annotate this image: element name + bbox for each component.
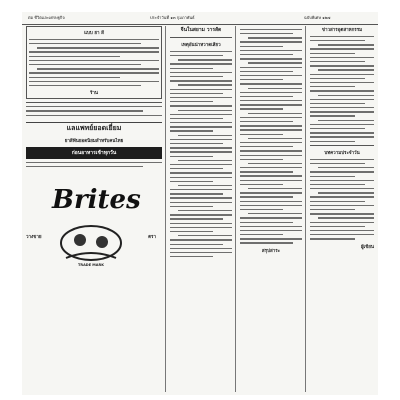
notice-title: แบบ ยา สี <box>84 31 104 36</box>
column-2 <box>170 26 232 395</box>
notice-box <box>26 26 162 99</box>
column2-heading: จีนในสยาม วารสัด <box>180 27 222 33</box>
column4-section: บทความประจำวัน <box>324 150 360 156</box>
ad-trademark: TRADE MARK <box>78 262 104 267</box>
ad-illustration <box>56 218 126 263</box>
column-1 <box>26 26 162 395</box>
ad-label-left: วางขาย <box>26 234 42 240</box>
ad-brand-logo: Brites <box>52 184 141 215</box>
column2-subheading: เหตุอันน่าหวาดเสียว <box>181 43 221 48</box>
column-3 <box>240 26 302 395</box>
header-center: ประจำวันที่ ๑๓ กุมภาพันธ์ <box>150 15 195 20</box>
ad-banner: ก่อนอาหารเช้าทุกวัน <box>26 147 162 159</box>
column4-heading: ข่าวสารอุตสาหกรรม <box>321 28 363 33</box>
ad-heading: แลแพทย์ยอดเยี่ยม <box>66 123 122 132</box>
ad-label-right: ตรา <box>148 234 156 240</box>
ad-tagline: ยาสีฟันยอดนิยมสำหรับคนไทย <box>64 138 124 144</box>
column3-note: สรุปสาระ <box>261 248 281 254</box>
column4-signature: ผู้เขียน <box>361 244 374 250</box>
advertisement <box>26 122 162 273</box>
page-header <box>22 12 378 25</box>
header-left: ต่อ ชีวิตและเศรษฐกิจ <box>28 15 65 20</box>
newspaper-page <box>22 12 378 395</box>
notice-footer: ร้าน <box>89 91 99 97</box>
header-right: ฉบับพิเศษ ๑๒๗ <box>304 15 331 20</box>
column-4 <box>310 26 374 395</box>
